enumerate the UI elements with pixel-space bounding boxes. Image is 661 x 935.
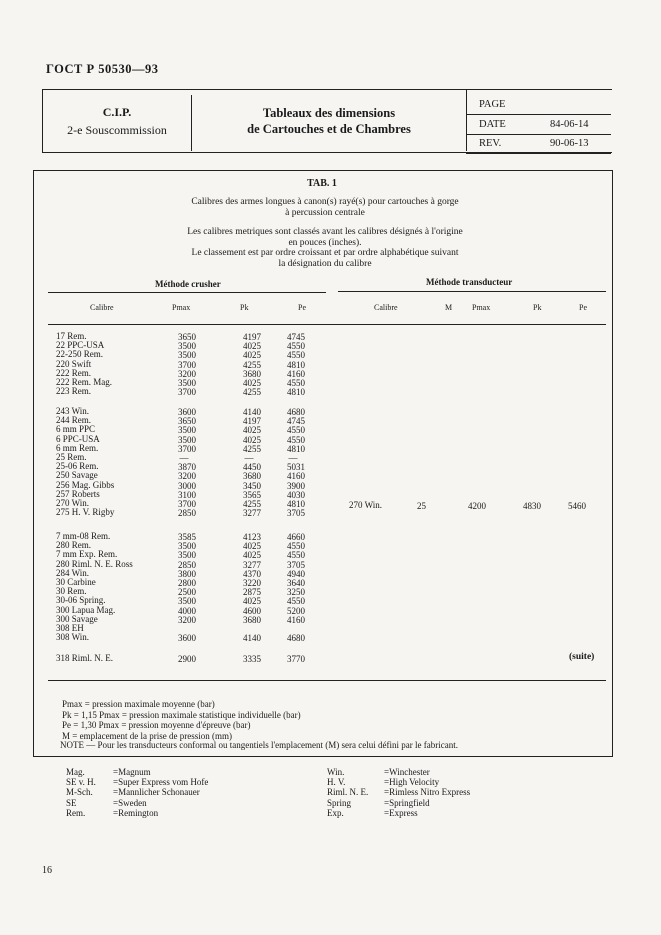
crusher-row-value: 4940 <box>287 568 305 579</box>
crusher-row-value: 3700 <box>178 387 196 398</box>
header-rule <box>48 324 606 325</box>
intro-line: en pouces (inches). <box>288 237 362 248</box>
page-number: 16 <box>42 865 52 876</box>
crusher-col-pe: Pe <box>298 303 306 312</box>
crusher-row-value: 3680 <box>243 471 261 482</box>
crusher-row-value: 4680 <box>287 407 305 417</box>
header-rev-row <box>466 134 611 154</box>
abbreviation-meaning: =Super Express vom Hofe <box>113 777 209 788</box>
crusher-row-value: 4810 <box>287 443 305 454</box>
crusher-row-value: 3100 <box>178 489 196 500</box>
crusher-method-title: Méthode crusher <box>155 279 221 289</box>
abbreviation-meaning: =Sweden <box>113 797 147 808</box>
crusher-row-calibre: 223 Rem. <box>56 386 91 397</box>
crusher-row-value: 3500 <box>178 541 196 552</box>
intro-line: à percussion centrale <box>285 207 365 218</box>
crusher-row-value: 3705 <box>287 508 305 519</box>
crusher-row-value: 3500 <box>178 350 196 361</box>
suite-label: (suite) <box>569 652 595 662</box>
crusher-row-value: 3900 <box>287 480 305 491</box>
crusher-row-value: 3450 <box>243 480 261 491</box>
crusher-row-value: 3870 <box>178 462 196 473</box>
crusher-row-value: 2850 <box>178 508 196 519</box>
crusher-row-calibre: 7 mm-08 Rem. <box>56 531 111 541</box>
crusher-row-value: 2500 <box>178 587 196 598</box>
crusher-row-calibre: 256 Mag. Gibbs <box>56 479 115 490</box>
crusher-row-calibre: 30 Carbine <box>56 577 96 587</box>
abbreviation-term: Rem. <box>66 807 86 818</box>
crusher-row-value: 3000 <box>178 480 196 491</box>
crusher-row-calibre: 280 Rem. <box>56 540 91 551</box>
abbreviation-term: H. V. <box>327 777 346 788</box>
crusher-row-calibre: 280 Riml. N. E. Ross <box>56 558 133 569</box>
crusher-row-value: 3565 <box>243 489 261 500</box>
abbreviation-meaning: =Remington <box>113 807 159 818</box>
abbreviation-meaning: =Springfield <box>384 797 430 808</box>
crusher-row-calibre: 222 Rem. <box>56 367 91 378</box>
crusher-row-calibre: 222 Rem. Mag. <box>56 377 112 387</box>
crusher-row-value: 4140 <box>243 407 261 417</box>
crusher-row-value: 4160 <box>287 614 305 625</box>
crusher-row-value: 3220 <box>243 578 261 588</box>
crusher-row-value: 3500 <box>178 425 196 436</box>
legend-line: Pmax = pression maximale moyenne (bar) <box>62 699 215 709</box>
abbreviation-term: M-Sch. <box>66 787 93 798</box>
legend <box>62 699 301 741</box>
crusher-row-calibre: 275 H. V. Rigby <box>56 507 115 518</box>
crusher-row-value: — <box>288 453 298 463</box>
crusher-row-value: 3640 <box>287 578 305 588</box>
crusher-row-value: 3650 <box>178 416 196 427</box>
abbreviation-meaning: =Winchester <box>384 767 430 777</box>
crusher-row-calibre: 308 Win. <box>56 632 89 643</box>
abbreviation-term: Riml. N. E. <box>327 787 369 798</box>
crusher-row-value: 4025 <box>243 541 261 552</box>
crusher-row-value: — <box>244 453 254 463</box>
crusher-row-calibre: 250 Savage <box>56 470 98 481</box>
intro-line: Calibres des armes longues à canon(s) rayé(s) pour cartouches à gorge <box>191 197 459 207</box>
crusher-row-calibre: 22 PPC-USA <box>56 340 105 351</box>
crusher-row-value: — <box>179 453 189 463</box>
header-org: C.I.P. <box>102 105 132 119</box>
crusher-row-value: 3500 <box>178 550 196 561</box>
crusher-row-value: 4810 <box>287 387 305 398</box>
abbreviation-meaning: =Magnum <box>113 767 151 777</box>
transducer-col-calibre: Calibre <box>374 303 398 312</box>
transducer-row-pe: 5460 <box>568 501 586 511</box>
crusher-row-value: 4255 <box>243 359 261 370</box>
crusher-row-value: 3277 <box>243 559 261 570</box>
crusher-col-pk: Pk <box>240 303 249 312</box>
intro-line: Le classement est par ordre croissant et par ordre alphabétique suivant <box>191 248 459 258</box>
page-label: PAGE <box>479 99 506 110</box>
crusher-row-value: 4550 <box>287 550 305 561</box>
crusher-row-value: 3650 <box>178 332 196 342</box>
header-title <box>192 105 466 137</box>
crusher-row-value: 3200 <box>178 614 196 625</box>
crusher-row-value: 2800 <box>178 578 196 588</box>
crusher-row-value: 3500 <box>178 434 196 445</box>
abbreviation-meaning: =Rimless Nitro Express <box>384 787 471 798</box>
intro-line: Les calibres metriques sont classés avant les calibres désignés à l'origine <box>187 227 463 237</box>
crusher-row-value: 4550 <box>287 425 305 436</box>
crusher-row-value: 3277 <box>243 508 261 519</box>
crusher-row-value: 3680 <box>243 614 261 625</box>
crusher-row-value: 3500 <box>178 341 196 352</box>
crusher-row-value: 3770 <box>287 654 305 664</box>
crusher-row-value: 3500 <box>178 596 196 607</box>
date-value: 84-06-14 <box>550 119 589 130</box>
crusher-row-value: 3600 <box>178 633 196 644</box>
crusher-row-value: 3800 <box>178 568 196 579</box>
crusher-row-calibre: 17 Rem. <box>56 331 87 341</box>
abbreviation-meaning: =Express <box>384 807 418 818</box>
crusher-row-value: 4550 <box>287 596 305 607</box>
crusher-row-value: 4000 <box>178 605 196 616</box>
crusher-row-calibre: 284 Win. <box>56 567 89 578</box>
crusher-row-value: 3200 <box>178 368 196 379</box>
abbreviation-term: Exp. <box>327 807 344 818</box>
crusher-row-value: 3700 <box>178 443 196 454</box>
crusher-row-calibre: 7 mm Exp. Rem. <box>56 549 118 560</box>
crusher-row-value: 2900 <box>178 654 196 664</box>
crusher-row-value: 3500 <box>178 378 196 388</box>
transducer-row-pmax: 4200 <box>468 501 486 511</box>
crusher-row-value: 2875 <box>243 587 261 598</box>
transducer-method-title: Méthode transducteur <box>426 277 513 287</box>
crusher-row-value: 3585 <box>178 532 196 542</box>
crusher-row-value: 3335 <box>243 654 261 664</box>
crusher-row-value: 4255 <box>243 443 261 454</box>
crusher-row-value: 3200 <box>178 471 196 482</box>
crusher-row-value: 4160 <box>287 471 305 482</box>
crusher-row-value: 4197 <box>243 332 261 342</box>
abbreviation-term: SE v. H. <box>66 777 96 788</box>
crusher-row-calibre: 22-250 Rem. <box>56 349 103 360</box>
crusher-row-value: 4550 <box>287 341 305 352</box>
crusher-row-value: 3250 <box>287 587 305 598</box>
crusher-row-value: 4255 <box>243 387 261 398</box>
crusher-row-value: 4550 <box>287 541 305 552</box>
standard-number: ГОСТ Р 50530—93 <box>46 62 159 76</box>
table-intro-2 <box>140 227 510 269</box>
table-intro-1 <box>140 197 510 218</box>
crusher-row-calibre: 244 Rem. <box>56 415 91 426</box>
transducer-title-rule <box>338 291 606 292</box>
crusher-row-value: 3680 <box>243 368 261 379</box>
header-title-line2: de Cartouches et de Chambres <box>247 122 411 136</box>
crusher-row-value: 5031 <box>287 462 305 473</box>
abbreviation-term: Win. <box>327 767 345 777</box>
intro-line: la désignation du calibre <box>278 258 372 269</box>
crusher-row-calibre: 308 EH <box>56 623 84 633</box>
abbreviation-meaning: =High Velocity <box>384 777 440 788</box>
crusher-row-calibre: 318 Riml. N. E. <box>56 653 114 663</box>
crusher-row-value: 4745 <box>287 416 305 427</box>
transducer-col-pk: Pk <box>533 303 542 312</box>
legend-line: M = emplacement de la prise de pression (mm) <box>62 730 233 741</box>
rev-label: REV. <box>479 138 502 149</box>
table-bottom-rule <box>48 680 606 681</box>
crusher-row-value: 4160 <box>287 368 305 379</box>
crusher-row-value: 4550 <box>287 350 305 361</box>
legend-line: Pe = 1,30 Pmax = pression moyenne d'épreuve (bar) <box>62 720 251 730</box>
transducer-col-m: M <box>445 303 453 312</box>
crusher-row-value: 4025 <box>243 596 261 607</box>
crusher-row-calibre: 25-06 Rem. <box>56 461 99 472</box>
crusher-title-rule <box>48 292 326 293</box>
crusher-row-value: 4140 <box>243 633 261 644</box>
crusher-row-calibre: 30 Rem. <box>56 586 87 597</box>
transducer-col-pe: Pe <box>579 303 587 312</box>
transducer-row-calibre: 270 Win. <box>349 500 382 510</box>
crusher-row-value: 4680 <box>287 633 305 644</box>
crusher-row-calibre: 6 mm PPC <box>56 424 96 435</box>
crusher-row-calibre: 220 Swift <box>56 358 92 369</box>
crusher-row-value: 3700 <box>178 359 196 370</box>
crusher-row-value: 4550 <box>287 434 305 445</box>
crusher-row-value: 4550 <box>287 378 305 388</box>
abbreviation-term: SE <box>66 797 77 808</box>
crusher-row-value: 2850 <box>178 559 196 570</box>
crusher-row-value: 4745 <box>287 332 305 342</box>
crusher-row-value: 4810 <box>287 359 305 370</box>
crusher-row-value: 5200 <box>287 605 305 616</box>
crusher-row-calibre: 257 Roberts <box>56 488 100 499</box>
abbreviation-term: Spring <box>327 797 352 808</box>
crusher-row-calibre: 300 Savage <box>56 613 98 624</box>
crusher-row-value: 4025 <box>243 550 261 561</box>
crusher-row-value: 4450 <box>243 462 261 473</box>
header-page-row <box>466 95 611 115</box>
crusher-row-calibre: 25 Rem. <box>56 452 87 462</box>
crusher-row-value: 4025 <box>243 378 261 388</box>
date-label: DATE <box>479 119 506 130</box>
crusher-row-value: 4660 <box>287 532 305 542</box>
header-date-row <box>466 115 611 135</box>
crusher-row-value: 3700 <box>178 499 196 509</box>
crusher-row-value: 4370 <box>243 568 261 579</box>
crusher-row-value: 4025 <box>243 434 261 445</box>
crusher-row-calibre: 30-06 Spring. <box>56 595 106 606</box>
crusher-row-value: 4123 <box>243 532 261 542</box>
note: NOTE — Pour les transducteurs conformal ou tangentiels l'emplacement (M) sera celui défini par le fabricant. <box>60 740 458 750</box>
abbreviation-term: Mag. <box>66 767 85 777</box>
crusher-row-value: 3600 <box>178 407 196 417</box>
crusher-col-pmax: Pmax <box>172 303 191 312</box>
transducer-row-pk: 4830 <box>523 501 541 511</box>
crusher-row-value: 4025 <box>243 350 261 361</box>
transducer-row-m: 25 <box>417 501 426 511</box>
crusher-row-value: 4255 <box>243 499 261 509</box>
crusher-row-calibre: 6 mm Rem. <box>56 442 99 453</box>
crusher-row-value: 4197 <box>243 416 261 427</box>
header-commission: 2-e Souscommission <box>67 123 167 137</box>
crusher-row-value: 3705 <box>287 559 305 570</box>
crusher-row-calibre: 270 Win. <box>56 498 89 508</box>
crusher-row-value: 4600 <box>243 605 261 616</box>
crusher-row-value: 4810 <box>287 499 305 509</box>
transducer-col-pmax: Pmax <box>472 303 491 312</box>
crusher-row-value: 4025 <box>243 425 261 436</box>
abbreviation-meaning: =Mannlicher Schonauer <box>113 787 200 798</box>
header-title-line1: Tableaux des dimensions <box>262 106 396 120</box>
table-title: TAB. 1 <box>307 178 337 189</box>
crusher-row-calibre: 6 PPC-USA <box>56 433 100 444</box>
crusher-row-calibre: 300 Lapua Mag. <box>56 604 116 615</box>
legend-line: Pk = 1,15 Pmax = pression maximale statistique individuelle (bar) <box>62 709 301 720</box>
crusher-col-calibre: Calibre <box>90 303 114 312</box>
crusher-row-value: 4025 <box>243 341 261 352</box>
crusher-row-calibre: 243 Win. <box>56 406 89 416</box>
rev-value: 90-06-13 <box>550 138 589 149</box>
crusher-row-value: 4030 <box>287 489 305 500</box>
